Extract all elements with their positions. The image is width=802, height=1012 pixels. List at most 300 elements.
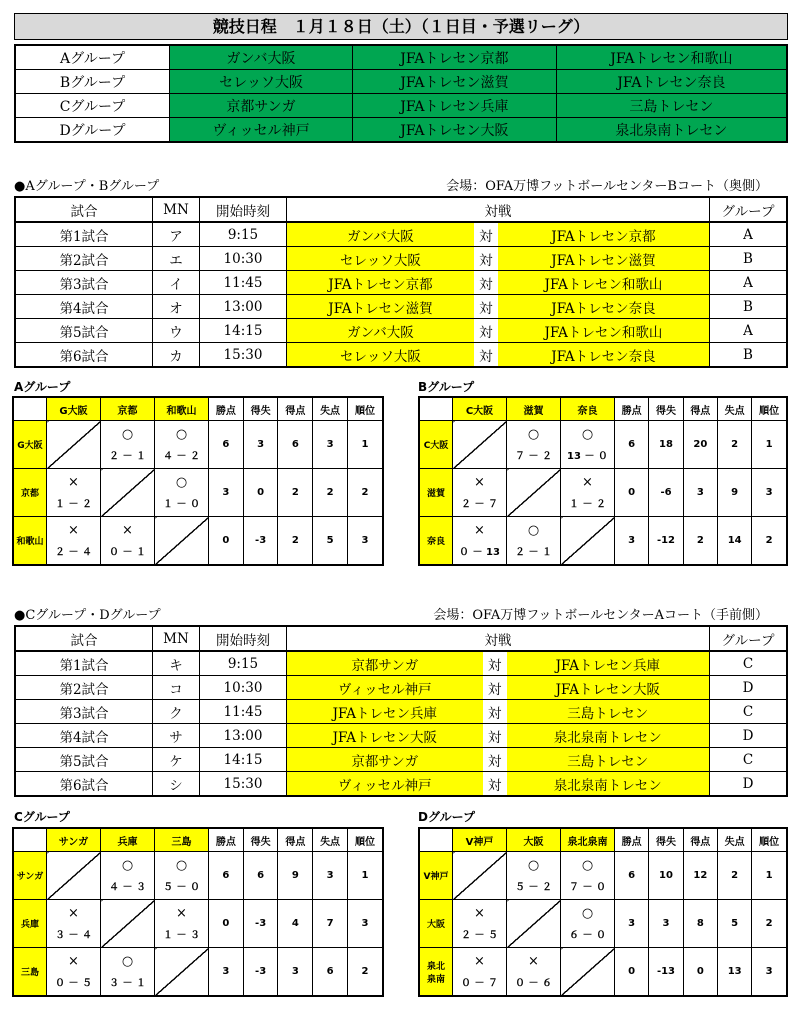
page-title: 競技日程 １月１８日（土）（１日目・予選リーグ） [14, 13, 788, 40]
match-group: C [710, 748, 788, 772]
league-row [13, 517, 383, 566]
stat-value: 5 [717, 900, 751, 948]
corner-cell [13, 828, 47, 852]
result-symbol: ○ [527, 523, 540, 538]
league-row [419, 852, 787, 900]
header-versus: 対戦 [287, 626, 710, 651]
team-row-header [419, 852, 453, 900]
stat-header: 勝点 [615, 397, 649, 421]
stat-value: 2 [752, 517, 787, 566]
header-time: 開始時刻 [200, 626, 287, 651]
league-row [419, 469, 787, 517]
team-column-header: V神戸 [453, 828, 507, 852]
header-mn: MN [153, 197, 200, 222]
stat-header: 勝点 [615, 828, 649, 852]
stat-header: 失点 [313, 397, 348, 421]
league-title-d: Dグループ [418, 810, 476, 824]
result-score: ３ － ４ [55, 930, 92, 941]
result-cell-content [507, 852, 560, 899]
group-team: ガンバ大阪 [170, 45, 353, 70]
group-team: JFAトレセン滋賀 [353, 70, 557, 94]
result-cell [453, 900, 507, 948]
result-cell-content [453, 900, 506, 947]
stat-value: 3 [313, 421, 348, 469]
match-code: サ [153, 724, 200, 748]
result-score: ０ － ５ [55, 978, 92, 989]
league-table-d [418, 827, 788, 997]
group-name: Cグループ [15, 94, 170, 118]
start-time: 10:30 [200, 676, 287, 700]
league-table-c [12, 827, 384, 997]
versus-mark: 対 [483, 676, 507, 700]
result-score: ７ － ２ [515, 451, 552, 462]
result-symbol: × [474, 475, 485, 490]
team-column-header: G大阪 [47, 397, 101, 421]
match-code: ク [153, 700, 200, 724]
schedule-row [15, 772, 787, 797]
result-score: ０ － ６ [515, 978, 552, 989]
stat-value: -3 [243, 517, 278, 566]
stat-value: -6 [649, 469, 683, 517]
result-score: １ － ３ [163, 930, 200, 941]
result-symbol: ○ [121, 858, 134, 873]
stat-value: 14 [717, 517, 751, 566]
result-cell-content [101, 852, 154, 899]
match-group: A [710, 222, 788, 247]
team-row-header [419, 469, 453, 517]
league-title-b: Bグループ [418, 380, 475, 394]
versus-mark: 対 [483, 724, 507, 748]
result-cell [561, 852, 615, 900]
result-cell-content [507, 517, 560, 564]
home-team: JFAトレセン兵庫 [287, 700, 483, 724]
stat-value: 3 [347, 517, 383, 566]
versus-mark: 対 [483, 700, 507, 724]
result-symbol: × [68, 523, 79, 538]
league-row [13, 421, 383, 469]
stat-value: 3 [209, 469, 244, 517]
league-row [419, 948, 787, 997]
away-team: 泉北泉南トレセン [507, 772, 710, 797]
result-score: ２ － ５ [461, 930, 498, 941]
match-number: 第5試合 [15, 748, 153, 772]
result-cell [101, 852, 155, 900]
stat-header: 得点 [278, 397, 313, 421]
schedule-row [15, 295, 787, 319]
result-symbol: ○ [175, 427, 188, 442]
team-row-header [13, 948, 47, 997]
team-row-label: C大阪 [423, 441, 449, 451]
stat-value: -12 [649, 517, 683, 566]
result-symbol: ○ [527, 858, 540, 873]
stat-value: 1 [752, 852, 787, 900]
stat-value: 3 [243, 421, 278, 469]
header-mn: MN [153, 626, 200, 651]
result-cell [453, 948, 507, 997]
schedule-row [15, 676, 787, 700]
result-cell [101, 517, 155, 566]
result-score: ０ － 13 [459, 547, 500, 558]
result-score: ４ － ３ [109, 882, 146, 893]
group-row [15, 45, 787, 70]
league-title-c: Cグループ [14, 810, 70, 824]
home-team: ガンバ大阪 [287, 319, 474, 343]
venue-a-court: 会場：OFA万博フットボールセンターAコート（手前側） [433, 608, 768, 623]
away-team: JFAトレセン奈良 [498, 295, 710, 319]
group-team: 京都サンガ [170, 94, 353, 118]
result-cell-content [155, 469, 208, 516]
result-symbol: × [528, 954, 539, 969]
result-symbol: × [582, 475, 593, 490]
stat-value: 3 [209, 948, 244, 997]
result-cell-content [561, 421, 614, 468]
schedule-table-ab [14, 196, 788, 368]
result-cell [101, 948, 155, 997]
match-code: ウ [153, 319, 200, 343]
stat-value: 3 [752, 948, 787, 997]
result-cell-content [47, 469, 100, 516]
league-header-row [419, 397, 787, 421]
stat-value: 0 [615, 948, 649, 997]
result-cell-content [561, 900, 614, 947]
self-match-cell [561, 517, 615, 566]
self-match-cell [47, 421, 101, 469]
match-group: C [710, 700, 788, 724]
self-match-cell [561, 948, 615, 997]
result-cell-content [561, 469, 614, 516]
home-team: 京都サンガ [287, 651, 483, 676]
start-time: 11:45 [200, 271, 287, 295]
result-cell-content [453, 948, 506, 995]
stat-value: 6 [243, 852, 278, 900]
match-number: 第3試合 [15, 700, 153, 724]
match-code: シ [153, 772, 200, 797]
away-team: JFAトレセン和歌山 [498, 319, 710, 343]
result-cell-content [155, 852, 208, 899]
result-symbol: × [68, 906, 79, 921]
home-team: JFAトレセン京都 [287, 271, 474, 295]
stat-value: 18 [649, 421, 683, 469]
team-row-label: 兵庫 [20, 920, 39, 930]
start-time: 14:15 [200, 748, 287, 772]
away-team: 三島トレセン [507, 748, 710, 772]
match-number: 第2試合 [15, 247, 153, 271]
result-cell-content [47, 948, 100, 995]
start-time: 9:15 [200, 222, 287, 247]
stat-value: 6 [209, 421, 244, 469]
result-score: ２ － １ [109, 451, 146, 462]
team-column-header: 兵庫 [101, 828, 155, 852]
group-name: Bグループ [15, 70, 170, 94]
stat-header: 勝点 [209, 397, 244, 421]
team-row-header [419, 517, 453, 566]
league-table-b [418, 396, 788, 566]
group-team: JFAトレセン兵庫 [353, 94, 557, 118]
schedule-row [15, 724, 787, 748]
header-match: 試合 [15, 626, 153, 651]
team-row-label: 奈良 [426, 537, 445, 547]
team-column-header: C大阪 [453, 397, 507, 421]
stat-value: 13 [717, 948, 751, 997]
result-symbol: × [176, 906, 187, 921]
start-time: 15:30 [200, 772, 287, 797]
result-cell [453, 469, 507, 517]
stat-value: -3 [243, 948, 278, 997]
match-code: オ [153, 295, 200, 319]
stat-header: 順位 [347, 828, 383, 852]
group-team: ヴィッセル神戸 [170, 118, 353, 143]
result-cell [507, 852, 561, 900]
stat-value: 4 [278, 900, 313, 948]
group-row [15, 94, 787, 118]
match-code: イ [153, 271, 200, 295]
group-team: 泉北泉南トレセン [556, 118, 787, 143]
stat-value: 3 [615, 900, 649, 948]
stat-value: 10 [649, 852, 683, 900]
home-team: セレッソ大阪 [287, 247, 474, 271]
stat-value: -13 [649, 948, 683, 997]
stat-value: 1 [347, 852, 383, 900]
start-time: 13:00 [200, 295, 287, 319]
stat-header: 得点 [683, 397, 717, 421]
team-row-label: サンガ [16, 872, 44, 882]
team-column-header: 京都 [101, 397, 155, 421]
league-row [419, 421, 787, 469]
result-score: ０ － １ [109, 547, 146, 558]
stat-header: 失点 [313, 828, 348, 852]
team-column-header: 泉北泉南 [561, 828, 615, 852]
self-match-cell [101, 469, 155, 517]
league-header-row [419, 828, 787, 852]
result-symbol: ○ [581, 906, 594, 921]
away-team: 泉北泉南トレセン [507, 724, 710, 748]
stat-value: 2 [717, 421, 751, 469]
match-number: 第4試合 [15, 295, 153, 319]
stat-value: 5 [313, 517, 348, 566]
result-cell [47, 469, 101, 517]
result-score: ５ － ０ [163, 882, 200, 893]
versus-mark: 対 [474, 222, 498, 247]
result-symbol: × [122, 523, 133, 538]
stat-header: 得失 [649, 828, 683, 852]
away-team: 三島トレセン [507, 700, 710, 724]
league-table-a [12, 396, 384, 566]
match-group: D [710, 724, 788, 748]
stat-value: -3 [243, 900, 278, 948]
header-time: 開始時刻 [200, 197, 287, 222]
match-code: キ [153, 651, 200, 676]
schedule-header-row [15, 197, 787, 222]
match-code: コ [153, 676, 200, 700]
team-row-header [419, 900, 453, 948]
schedule-row [15, 271, 787, 295]
result-score: ４ － ２ [163, 451, 200, 462]
team-row-header [13, 900, 47, 948]
stat-value: 8 [683, 900, 717, 948]
stat-value: 2 [278, 517, 313, 566]
schedule-table-cd [14, 625, 788, 797]
versus-mark: 対 [474, 271, 498, 295]
team-row-label: 大阪 [426, 920, 445, 930]
schedule-row [15, 651, 787, 676]
home-team: ヴィッセル神戸 [287, 676, 483, 700]
result-cell [561, 469, 615, 517]
result-symbol: ○ [175, 475, 188, 490]
schedule-row [15, 222, 787, 247]
schedule-row [15, 748, 787, 772]
stat-value: 0 [615, 469, 649, 517]
venue-b-court: 会場：OFA万博フットボールセンターBコート（奥側） [446, 179, 768, 194]
stat-header: 得失 [243, 828, 278, 852]
versus-mark: 対 [483, 772, 507, 797]
result-cell [47, 517, 101, 566]
result-cell-content [453, 517, 506, 564]
result-cell [507, 517, 561, 566]
team-row-label: 泉北 泉南 [426, 961, 445, 985]
team-row-label: 和歌山 [16, 537, 44, 547]
stat-header: 得点 [683, 828, 717, 852]
home-team: セレッソ大阪 [287, 343, 474, 368]
self-match-cell [453, 421, 507, 469]
group-row [15, 70, 787, 94]
result-cell [47, 948, 101, 997]
group-team: JFAトレセン京都 [353, 45, 557, 70]
league-row [13, 948, 383, 997]
result-cell [453, 517, 507, 566]
result-cell-content [101, 517, 154, 564]
stat-value: 0 [209, 517, 244, 566]
match-group: D [710, 772, 788, 797]
match-group: D [710, 676, 788, 700]
away-team: JFAトレセン滋賀 [498, 247, 710, 271]
team-row-label: 滋賀 [426, 489, 445, 499]
result-cell [155, 421, 209, 469]
self-match-cell [507, 469, 561, 517]
schedule-header-row [15, 626, 787, 651]
match-number: 第2試合 [15, 676, 153, 700]
team-row-header [419, 421, 453, 469]
result-symbol: ○ [581, 427, 594, 442]
result-score: 13 － ０ [567, 451, 608, 462]
result-symbol: × [474, 954, 485, 969]
start-time: 10:30 [200, 247, 287, 271]
group-name: Aグループ [15, 45, 170, 70]
corner-cell [13, 397, 47, 421]
stat-value: 2 [683, 517, 717, 566]
stat-value: 0 [243, 469, 278, 517]
team-row-label: 京都 [20, 489, 39, 499]
league-row [13, 852, 383, 900]
stat-value: 0 [209, 900, 244, 948]
header-versus: 対戦 [287, 197, 710, 222]
stat-header: 失点 [717, 828, 751, 852]
team-row-label: 三島 [20, 968, 39, 978]
section-title-cd: ●Cグループ・Dグループ [14, 608, 161, 623]
group-team: セレッソ大阪 [170, 70, 353, 94]
match-group: C [710, 651, 788, 676]
result-score: ７ － ０ [569, 882, 606, 893]
away-team: JFAトレセン兵庫 [507, 651, 710, 676]
team-row-label: V神戸 [423, 872, 449, 882]
stat-header: 勝点 [209, 828, 244, 852]
team-row-header [419, 948, 453, 997]
start-time: 11:45 [200, 700, 287, 724]
league-row [13, 469, 383, 517]
team-column-header: 大阪 [507, 828, 561, 852]
match-number: 第4試合 [15, 724, 153, 748]
stat-value: 3 [278, 948, 313, 997]
stat-header: 順位 [752, 828, 787, 852]
result-cell-content [47, 517, 100, 564]
result-cell-content [155, 421, 208, 468]
group-team: JFAトレセン大阪 [353, 118, 557, 143]
result-cell [155, 900, 209, 948]
stat-value: 6 [615, 852, 649, 900]
stat-value: 3 [649, 900, 683, 948]
self-match-cell [47, 852, 101, 900]
result-score: ６ － ０ [569, 930, 606, 941]
stat-header: 得失 [243, 397, 278, 421]
versus-mark: 対 [474, 295, 498, 319]
league-header-row [13, 828, 383, 852]
result-cell [155, 852, 209, 900]
stat-value: 2 [347, 948, 383, 997]
stat-value: 3 [313, 852, 348, 900]
self-match-cell [101, 900, 155, 948]
start-time: 14:15 [200, 319, 287, 343]
schedule-row [15, 319, 787, 343]
stat-value: 6 [313, 948, 348, 997]
result-cell [507, 421, 561, 469]
start-time: 9:15 [200, 651, 287, 676]
result-cell [47, 900, 101, 948]
stat-value: 3 [752, 469, 787, 517]
stat-value: 2 [313, 469, 348, 517]
result-score: ０ － ７ [461, 978, 498, 989]
match-group: B [710, 295, 788, 319]
schedule-row [15, 247, 787, 271]
stat-value: 6 [278, 421, 313, 469]
result-score: ５ － ２ [515, 882, 552, 893]
stat-value: 1 [752, 421, 787, 469]
result-cell [561, 421, 615, 469]
self-match-cell [155, 948, 209, 997]
away-team: JFAトレセン京都 [498, 222, 710, 247]
home-team: JFAトレセン滋賀 [287, 295, 474, 319]
match-group: B [710, 247, 788, 271]
result-cell-content [453, 469, 506, 516]
result-symbol: ○ [121, 954, 134, 969]
result-cell [507, 948, 561, 997]
stat-value: 3 [683, 469, 717, 517]
stat-header: 得失 [649, 397, 683, 421]
team-column-header: 奈良 [561, 397, 615, 421]
home-team: JFAトレセン大阪 [287, 724, 483, 748]
home-team: ヴィッセル神戸 [287, 772, 483, 797]
group-row [15, 118, 787, 143]
stat-value: 2 [717, 852, 751, 900]
match-number: 第1試合 [15, 222, 153, 247]
match-number: 第1試合 [15, 651, 153, 676]
versus-mark: 対 [474, 319, 498, 343]
match-number: 第5試合 [15, 319, 153, 343]
result-score: ３ － １ [109, 978, 146, 989]
stat-value: 1 [347, 421, 383, 469]
away-team: JFAトレセン奈良 [498, 343, 710, 368]
stat-value: 7 [313, 900, 348, 948]
team-row-header [13, 852, 47, 900]
result-symbol: ○ [581, 858, 594, 873]
